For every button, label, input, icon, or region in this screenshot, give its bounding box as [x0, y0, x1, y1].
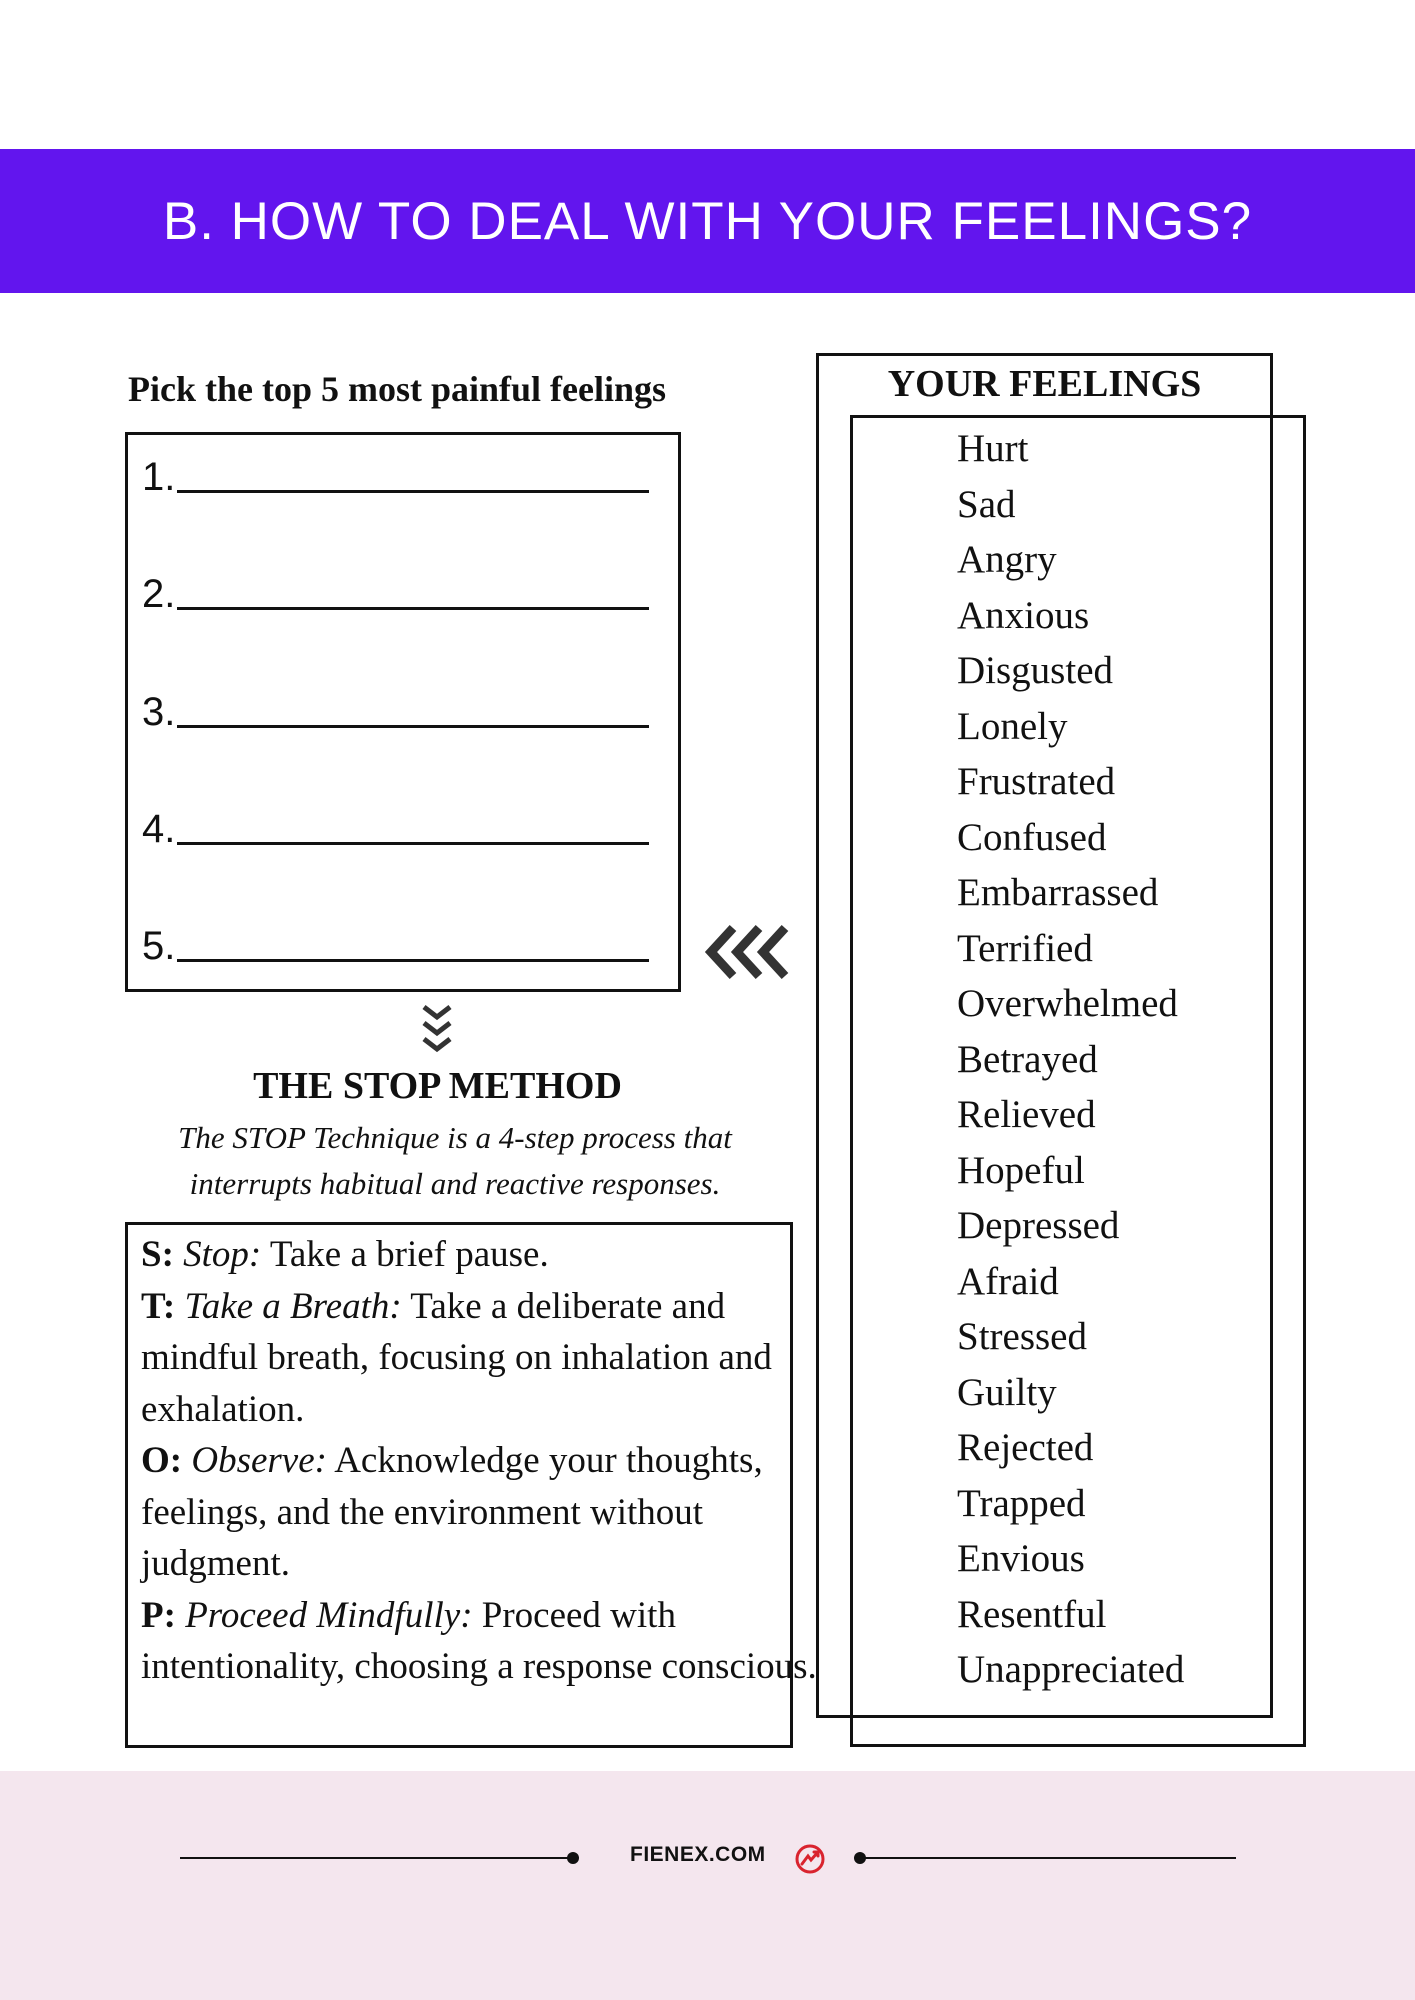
feeling-item: Lonely [957, 704, 1068, 748]
stop-step-o [141, 1435, 821, 1590]
blank-line [177, 597, 649, 610]
feeling-item: Embarrassed [957, 871, 1159, 914]
blank-line [177, 832, 649, 845]
brand-logo-icon [794, 1843, 826, 1875]
pick-line-2[interactable] [142, 574, 649, 614]
feeling-item: Terrified [957, 926, 1093, 970]
feeling-item: Confused [957, 815, 1107, 859]
feeling-item: Guilty [957, 1370, 1057, 1414]
page-title: B. HOW TO DEAL WITH YOUR FEELINGS? [162, 191, 1253, 251]
feeling-item: Envious [957, 1537, 1085, 1580]
stop-step-p [141, 1590, 821, 1693]
pick-line-5[interactable] [142, 926, 649, 966]
pick-number: 5. [142, 924, 176, 968]
stop-step-s [141, 1229, 821, 1281]
feeling-item: Depressed [957, 1204, 1120, 1247]
stop-title: THE STOP METHOD [253, 1065, 622, 1107]
step-name: Proceed Mindfully: [185, 1594, 473, 1636]
stop-step-t [141, 1281, 821, 1436]
feeling-item: Hurt [957, 427, 1029, 470]
feeling-item: Relieved [957, 1093, 1096, 1136]
feeling-item: Hopeful [957, 1148, 1085, 1192]
pick-number: 2. [142, 572, 176, 616]
pick-heading: Pick the top 5 most painful feelings [128, 369, 667, 409]
footer-divider-right [860, 1857, 1236, 1859]
feelings-title: YOUR FEELINGS [887, 363, 1202, 405]
feeling-item: Sad [957, 482, 1016, 526]
chevrons-left-icon [705, 922, 797, 982]
step-letter: O: [141, 1440, 183, 1481]
feeling-item: Unappreciated [957, 1648, 1185, 1691]
pick-line-4[interactable] [142, 809, 649, 849]
feelings-list [957, 421, 1184, 1698]
step-text: Take a brief pause. [269, 1234, 549, 1275]
step-name: Stop: [183, 1234, 262, 1275]
step-letter: P: [141, 1594, 176, 1636]
feeling-item: Resentful [957, 1592, 1107, 1636]
footer-dot-left [567, 1852, 579, 1864]
step-name: Take a Breath: [184, 1285, 402, 1327]
feeling-item: Betrayed [957, 1037, 1098, 1081]
feeling-item: Anxious [957, 593, 1090, 637]
feeling-item: Angry [957, 538, 1057, 581]
stop-description [125, 1115, 785, 1207]
pick-number: 3. [142, 690, 176, 734]
footer-site-link[interactable]: FIENEX.COM [630, 1843, 766, 1866]
step-text: Acknowledge your thoughts, feelings, and the environment without judgment. [141, 1440, 763, 1584]
header-banner [0, 149, 1415, 293]
pick-box [125, 432, 681, 992]
blank-line [177, 715, 649, 728]
stop-description-line: interrupts habitual and reactive responses. [189, 1166, 721, 1201]
feeling-item: Frustrated [957, 760, 1116, 803]
pick-line-3[interactable] [142, 692, 649, 732]
feeling-item: Disgusted [957, 649, 1113, 692]
feeling-item: Stressed [957, 1315, 1087, 1358]
step-name: Observe: [191, 1440, 327, 1481]
pick-number: 4. [142, 807, 176, 851]
step-letter: S: [141, 1234, 174, 1275]
stop-steps-box [125, 1222, 817, 1748]
feeling-item: Trapped [957, 1481, 1086, 1525]
step-letter: T: [141, 1285, 176, 1327]
step-text: Proceed with intentionality, choosing a response conscious. [141, 1594, 817, 1687]
pick-number: 1. [142, 455, 176, 499]
step-text: Take a deliberate and mindful breath, focusing on inhalation and exhalation. [141, 1285, 772, 1430]
blank-line [177, 480, 649, 493]
stop-description-line: The STOP Technique is a 4-step process that [178, 1120, 732, 1155]
pick-line-1[interactable] [142, 457, 649, 497]
feeling-item: Rejected [957, 1426, 1094, 1469]
blank-line [177, 949, 649, 962]
footer-divider-left [180, 1857, 573, 1859]
feeling-item: Overwhelmed [957, 982, 1178, 1025]
feeling-item: Afraid [957, 1259, 1059, 1303]
footer [0, 1771, 1415, 2000]
chevrons-down-icon [418, 1003, 456, 1059]
